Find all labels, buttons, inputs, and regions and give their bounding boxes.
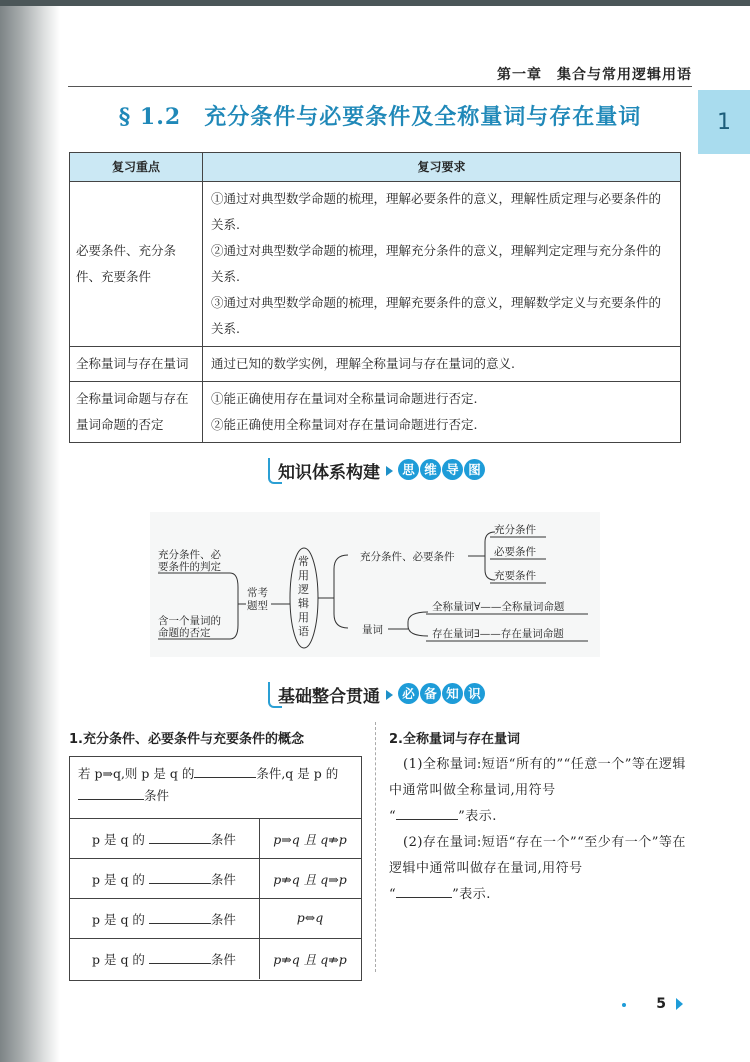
banner-tag-char: 备 bbox=[420, 683, 441, 704]
row-right: p⇒q 且 q⇏p bbox=[273, 832, 347, 847]
conditions-intro bbox=[78, 763, 350, 807]
top-edge-bar bbox=[0, 0, 750, 6]
table-row bbox=[70, 938, 361, 979]
review-key: 必要条件、充分条件、充要条件 bbox=[70, 182, 203, 347]
row-left: p 是 q 的 条件 bbox=[92, 872, 236, 887]
chapter-tab: 1 bbox=[698, 90, 750, 154]
answer-blank bbox=[149, 951, 211, 964]
banner-label: 知识体系构建 bbox=[278, 463, 380, 483]
answer-blank bbox=[194, 765, 256, 778]
requirement-item: 通过已知的数学实例，理解全称量词与存在量词的意义. bbox=[211, 356, 515, 371]
essential-knowledge-banner bbox=[0, 678, 750, 712]
knowledge-structure-banner bbox=[0, 454, 750, 488]
page-dot-icon bbox=[622, 1003, 626, 1007]
banner-tag-char: 识 bbox=[464, 683, 485, 704]
banner-label: 基础整合贯通 bbox=[278, 687, 380, 707]
banner-arrow-icon bbox=[386, 466, 393, 476]
requirement-item: ①通过对典型数学命题的梳理，理解必要条件的意义，理解性质定理与必要条件的关系. bbox=[211, 191, 662, 232]
mind-node-left-top: 要条件的判定 bbox=[158, 561, 221, 573]
answer-blank bbox=[149, 831, 211, 844]
row-left: p 是 q 的 条件 bbox=[92, 952, 236, 967]
banner-tag-char: 知 bbox=[442, 683, 463, 704]
page-arrow-icon bbox=[676, 998, 683, 1010]
conditions-table bbox=[69, 756, 362, 981]
existential-quantifier-para: (2)存在量词:短语“存在一个”“至少有一个”等在逻辑中通常叫做存在量词,用符号 “ ”表示. bbox=[389, 835, 686, 902]
requirement-item: ③通过对典型数学命题的梳理，理解充要条件的意义，理解数学定义与充要条件的关系. bbox=[211, 295, 662, 336]
mind-node-left-top: 充分条件、必 bbox=[158, 549, 221, 561]
mind-center-char: 逻 bbox=[298, 583, 309, 596]
mind-branch-conditions: 充分条件、必要条件 bbox=[360, 551, 455, 563]
intro-text: 条件,q 是 p 的 bbox=[256, 766, 339, 781]
quantifier-text bbox=[389, 752, 689, 908]
table-row bbox=[70, 898, 361, 939]
mind-leaf: 全称量词∀——全称量词命题 bbox=[432, 601, 565, 613]
mind-center-char: 常 bbox=[298, 555, 309, 568]
banner-tag-char: 导 bbox=[442, 459, 463, 480]
row-left: p 是 q 的 条件 bbox=[92, 912, 236, 927]
review-requirements bbox=[203, 182, 681, 347]
requirement-item: ②能正确使用全称量词对存在量词命题进行否定. bbox=[211, 417, 478, 432]
requirement-item: ①能正确使用存在量词对全称量词命题进行否定. bbox=[211, 391, 478, 406]
banner-tag-char: 必 bbox=[398, 683, 419, 704]
mind-branch-quantifiers: 量词 bbox=[362, 624, 383, 636]
table-row bbox=[70, 858, 361, 899]
answer-blank bbox=[78, 787, 144, 800]
review-table bbox=[69, 152, 681, 443]
answer-blank bbox=[396, 807, 458, 820]
table-row bbox=[70, 818, 361, 859]
answer-blank bbox=[149, 911, 211, 924]
page-number: 5 bbox=[656, 996, 666, 1012]
row-right: p⇔q bbox=[296, 910, 324, 925]
column-divider bbox=[375, 722, 376, 972]
review-key: 全称量词与存在量词 bbox=[70, 347, 203, 382]
row-right: p⇏q 且 q⇒p bbox=[273, 872, 347, 887]
review-key: 全称量词命题与存在量词命题的否定 bbox=[70, 382, 203, 443]
row-left: p 是 q 的 条件 bbox=[92, 832, 236, 847]
mind-node-middle: 题型 bbox=[247, 600, 268, 612]
universal-quantifier-para: (1)全称量词:短语“所有的”“任意一个”等在逻辑中通常叫做全称量词,用符号 “ ”表示. bbox=[389, 757, 686, 824]
banner-tag-char: 维 bbox=[420, 459, 441, 480]
review-requirements bbox=[203, 382, 681, 443]
mind-leaf: 充要条件 bbox=[494, 570, 536, 582]
mind-node-left-bottom: 含一个量词的 bbox=[158, 615, 221, 627]
banner-tag-char: 思 bbox=[398, 459, 419, 480]
mind-center-char: 辑 bbox=[298, 597, 309, 610]
mind-center-char: 用 bbox=[298, 611, 309, 624]
answer-blank bbox=[396, 885, 452, 898]
running-head-rule bbox=[68, 86, 692, 87]
mind-center-char: 用 bbox=[298, 569, 309, 582]
concept2-title: 2.全称量词与存在量词 bbox=[389, 732, 520, 747]
mind-node-left-bottom: 命题的否定 bbox=[158, 627, 211, 639]
running-head: 第一章 集合与常用逻辑用语 bbox=[497, 67, 692, 83]
banner-arrow-icon bbox=[386, 690, 393, 700]
mind-leaf: 充分条件 bbox=[494, 524, 536, 536]
review-table-header-key: 复习重点 bbox=[70, 153, 203, 182]
banner-tag-char: 图 bbox=[464, 459, 485, 480]
intro-text: 若 p⇒q,则 p 是 q 的 bbox=[78, 766, 195, 781]
requirement-item: ②通过对典型数学命题的梳理，理解充分条件的意义，理解判定定理与充分条件的关系. bbox=[211, 243, 662, 284]
mind-node-middle: 常考 bbox=[247, 587, 268, 599]
mind-map bbox=[150, 512, 600, 657]
intro-text: 条件 bbox=[144, 788, 170, 803]
page-gutter-shadow bbox=[0, 6, 60, 1062]
review-requirements bbox=[203, 347, 681, 382]
mind-leaf: 存在量词∃——存在量词命题 bbox=[432, 628, 564, 640]
answer-blank bbox=[149, 871, 211, 884]
mind-center-char: 语 bbox=[298, 625, 309, 638]
concept1-title: 1.充分条件、必要条件与充要条件的概念 bbox=[69, 732, 304, 747]
row-right: p⇏q 且 q⇏p bbox=[273, 952, 347, 967]
mind-leaf: 必要条件 bbox=[494, 546, 536, 558]
review-table-header-req: 复习要求 bbox=[203, 153, 681, 182]
section-title: § 1.2 充分条件与必要条件及全称量词与存在量词 bbox=[118, 104, 642, 130]
